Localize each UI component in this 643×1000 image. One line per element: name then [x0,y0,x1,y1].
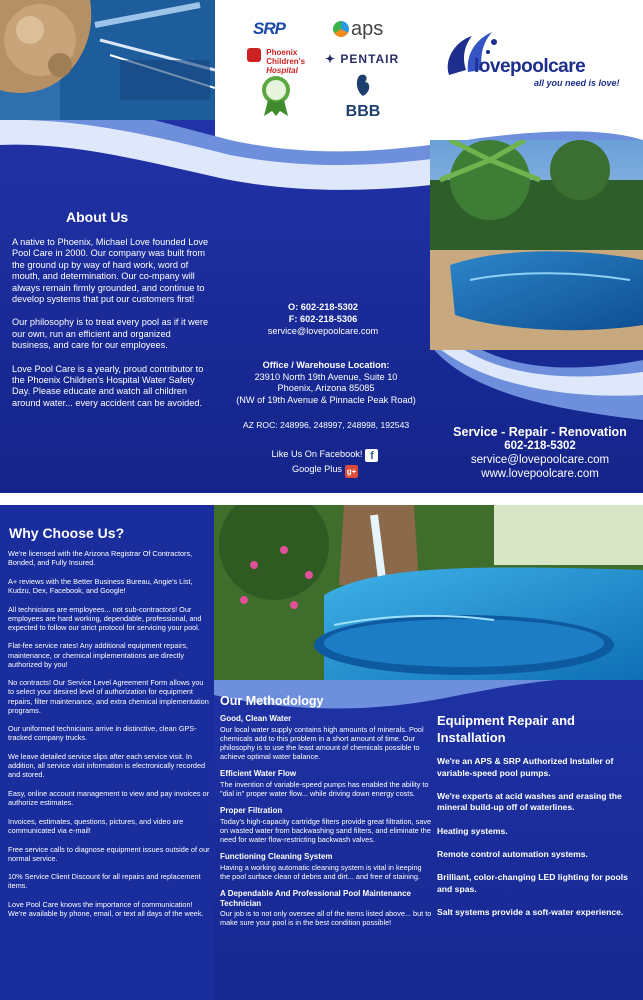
equipment-list [437,756,637,930]
social-links [240,447,410,478]
bbb-torch-icon [351,72,375,98]
equipment-item: We're experts at acid washes and erasing the mineral build-up off of waterlines. [437,790,622,813]
methodology-list [220,714,432,936]
equipment-item: We're an APS & SRP Authorized Installer of variable-speed pool pumps. [437,756,614,778]
service-phone[interactable]: 602-218-5302 [504,440,576,452]
service-email[interactable]: service@lovepoolcare.com [470,454,610,466]
why-list [8,549,211,928]
methodology-title: Our Methodology [220,694,324,708]
brand-logo [444,30,632,90]
equipment-item: Salt systems provide a soft-water experience. [437,906,624,917]
about-paragraph: A native to Phoenix, Michael Love founded Love Pool Care in 2000. Our company was built from the ground up by way of hard work, word of mouth, and determination. Our co-mpany will always remain firmly grounded, and continue to develop systems that put our customers first! [12,237,209,305]
method-text: Today's high-capacity cartridge filters provide great filtration, save on wasted water from backwashing sand filters, and eliminate the need for water flow-restricting backwash valves. [220,816,432,845]
method-heading: Functioning Cleaning System [220,852,333,862]
about-title: About Us [66,209,129,225]
bbb-logo [343,72,383,121]
service-website[interactable]: www.lovepoolcare.com [481,468,599,480]
phoenix-childrens-logo [247,48,305,75]
location-title: Office / Warehouse Location: [262,360,390,370]
address-line: (NW of 19th Avenue & Pinnacle Peak Road) [236,394,416,405]
brochure-outer-side [0,0,643,493]
equipment-title: Equipment Repair and Installation [437,713,575,745]
bbb-label: BBB [345,103,381,120]
office-location [216,360,436,406]
aps-icon [333,21,349,37]
why-item: Invoices, estimates, questions, pictures, and video are communicated via e-mail! [8,816,184,835]
brand-tagline: all you need is love! [534,78,620,88]
method-heading: A Dependable And Professional Pool Maintenance Technician [220,889,411,908]
pentair-icon: ✦ [325,52,337,66]
equipment-item: Brilliant, color-changing LED lighting for pools and spas. [437,871,628,894]
about-body [12,237,212,421]
method-text: Having a working automatic cleaning system is vital in keeping the pool surface clean of debris and dirt... and free of staining. [220,862,422,882]
method-heading: Good, Clean Water [220,714,292,723]
srp-logo: SRP [253,19,285,38]
office-phone[interactable]: O: 602-218-5302 [288,302,358,312]
google-plus-icon: g+ [346,467,357,476]
award-ribbon-icon [260,74,292,116]
method-text: The invention of variable-speed pumps has enabled the ability to "dial in" proper water flow... while driving down energy costs. [220,779,429,799]
why-item: We're licensed with the Arizona Registrar Of Contractors, Bonded, and Fully Insured. [8,549,193,568]
why-item: All technicians are employees... not sub-contractors! Our employees are hard working, dependable, professional, and expected to follow our strict protocol for servicing your pool. [8,604,202,632]
method-text: Our local water supply contains high amounts of minerals. Pool chemicals add to this problem in a short amount of time. Our philosophy is to use the least amount of chemicals possible to achieve optimal water balance. [220,724,424,762]
method-heading: Proper Filtration [220,806,283,816]
facebook-link[interactable] [240,447,410,462]
service-block [440,425,640,481]
why-item: Love Pool Care knows the importance of communication! We're available by phone, email, or text all days of the week. [8,900,204,919]
partner-logos [245,14,425,134]
why-item: We leave detailed service slips after each service visit. In addition, all service visit information is electronically recorded and stored. [8,752,206,780]
equipment-item: Remote control automation systems. [437,848,588,859]
service-title: Service - Repair - Renovation [453,425,627,439]
pch-line-2: Children's [266,57,306,66]
about-paragraph: Our philosophy is to treat every pool as if it were our own, run an efficient and organized business, and care for our employees. [12,317,209,351]
fax-number: F: 602-218-5306 [288,314,358,324]
why-item: Free service calls to diagnose equipment issues outside of our normal service. [8,844,210,863]
pentair-logo [325,52,399,66]
why-item: Our uniformed technicians arrive in distinctive, clean GPS-tracked company trucks. [8,724,197,743]
heart-icon [247,48,261,62]
roc-numbers: AZ ROC: 248996, 248997, 248998, 192543 [242,420,410,430]
method-text: Our job is to not only oversee all of the items listed above... but to make sure your pool is in the best condition possible! [220,909,432,928]
address-line: 23910 North 19th Avenue, Suite 10 [254,371,398,382]
why-title: Why Choose Us? [9,525,125,541]
pch-line-1: Phoenix [266,48,298,57]
backyard-pool-photo [430,140,643,350]
why-item: No contracts! Our Service Level Agreement Form allows you to select your desired level of authorization for equipment repairs, filter maintenance, and extra chemical implementation programs. [8,678,209,715]
facebook-label: Like Us On Facebook! [271,449,363,459]
brochure-inner-side [0,505,643,1000]
google-plus-label: Google Plus [291,464,343,474]
pch-line-3: Hospital [266,66,298,75]
equipment-item: Heating systems. [437,825,508,836]
aps-logo [333,18,383,41]
method-heading: Efficient Water Flow [220,769,297,779]
pentair-label: PENTAIR [340,52,400,66]
google-plus-link[interactable] [240,462,410,478]
why-item: Easy, online account management to view and pay invoices or authorize estimates. [8,788,210,808]
why-item: 10% Service Client Discount for all repairs and replacement items. [8,872,201,891]
aps-label: aps [351,18,384,40]
waterfall-photo [0,0,215,120]
why-item: Flat-fee service rates! Any additional equipment repairs, maintenance, or chemical implementations are directly authorized by you! [8,641,189,669]
about-paragraph: Love Pool Care is a yearly, proud contributor to the Phoenix Children's Hospital Water Safety Day. Please educate and watch all children around water... every accident can be avoided. [12,363,204,408]
address-line: Phoenix, Arizona 85085 [277,383,375,393]
contact-block [228,301,418,337]
resort-pool-photo [214,505,643,680]
facebook-icon: f [365,449,378,462]
brand-name: lovepoolcare [474,56,586,77]
why-item: A+ reviews with the Better Business Bureau, Angie's List, Kudzu, Dex, Facebook, and Google! [8,576,193,595]
contact-email[interactable]: service@lovepoolcare.com [267,326,379,336]
